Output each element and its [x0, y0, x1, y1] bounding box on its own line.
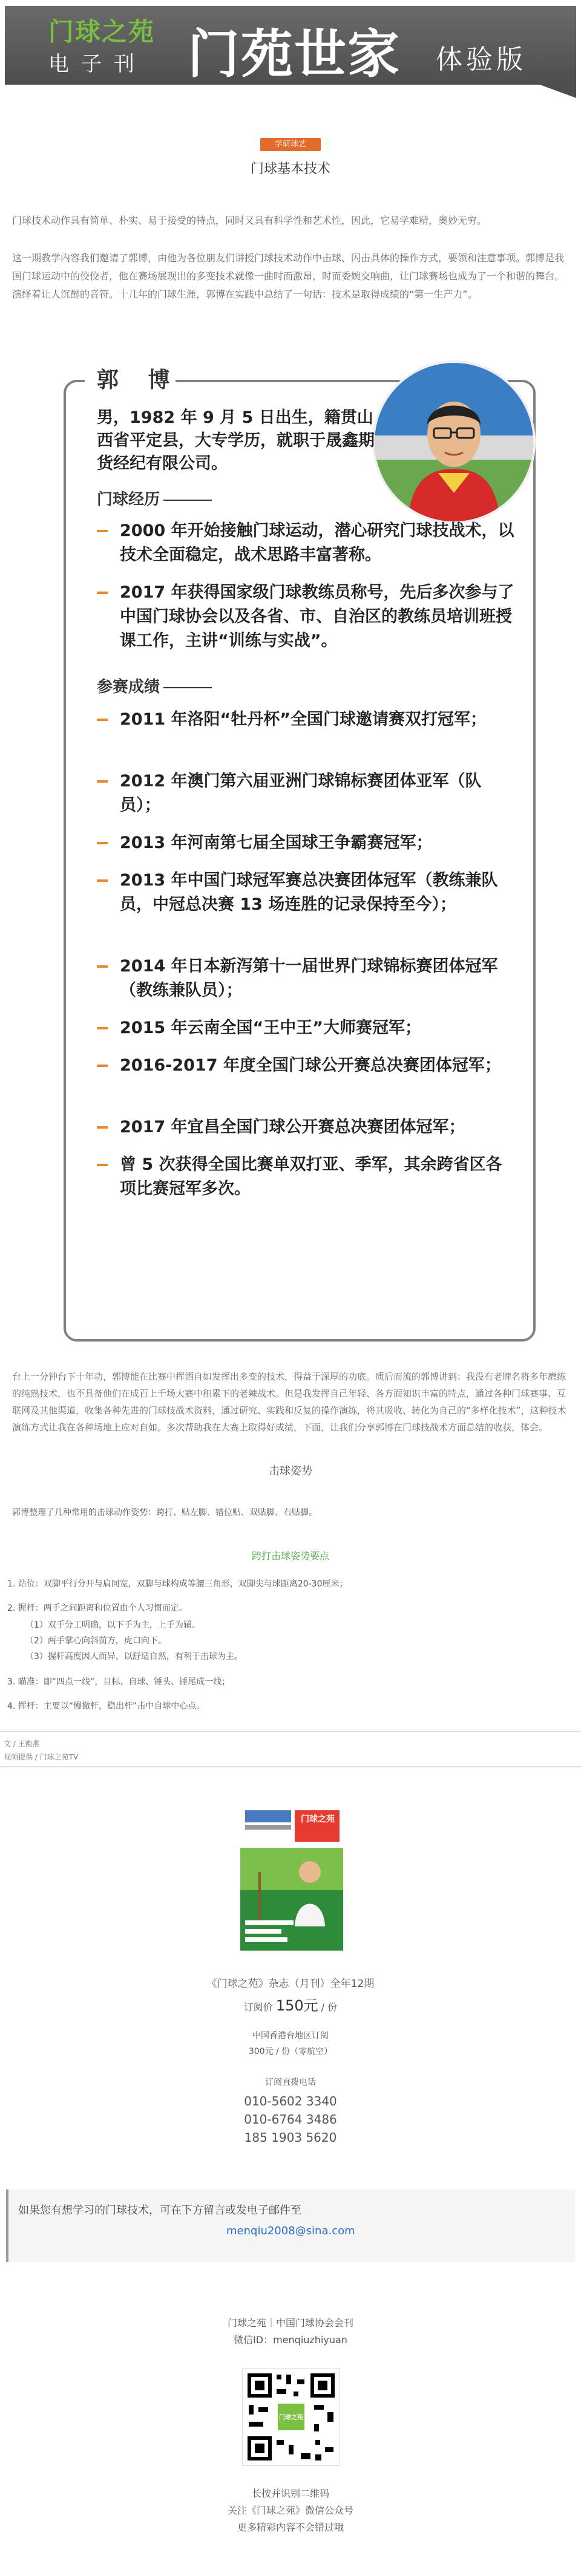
experience-heading [97, 487, 212, 509]
bullet-dash-icon [97, 1126, 108, 1129]
scan-hint-2: 关注《门球之苑》微信公众号 [227, 2505, 353, 2516]
edition-label: 体验版 [436, 44, 527, 75]
intro-paragraph-2: 这一期教学内容我们邀请了郭博，由他为各位朋友们讲授门球技术动作中击球、闪击具体的操作方式，要领和注意事项。郭博是我国门球运动中的佼佼者，他在赛场展现出的多变技术就像一曲时而激昂，时而委婉交响曲，让门球赛场也成为了一个和谐的舞台。演绎着让人沉醉的音符。十几年的门球生涯，郭博在实践中总结了一句话：技术是取得成绩的“第一生产力”。 [12, 252, 565, 300]
column-tag: 学研球艺 [260, 138, 321, 151]
experience-heading-label: 门球经历 [97, 491, 160, 509]
intro-paragraph-1: 门球技术动作具有简单、朴实、易于接受的特点，同时又具有科学性和艺术性，因此，它易学难精，奥妙无穷。 [12, 215, 487, 226]
results-heading [97, 674, 212, 697]
price-unit: / 份 [321, 2001, 338, 2013]
result-item [97, 1153, 514, 1201]
key-point: 2. 握杆：两手之间距离和位置由个人习惯而定。 [7, 1603, 188, 1613]
key-point-sub: （3）握杆高度因人而异，以舒适自然，有利于击球为主。 [25, 1652, 243, 1661]
key-points-heading: 跨打击球姿势要点 [251, 1550, 329, 1562]
key-point-sub: （1）双手分工明确，以下手为主，上手为辅。 [25, 1620, 200, 1630]
heading-rule [163, 687, 212, 688]
result-text: 2017 年宜昌全国门球公开赛总决赛团体冠军； [120, 1118, 465, 1136]
author-credit: 文 / 王衡燕 [4, 1740, 40, 1748]
footer-wechat-id: 微信ID：menqiuzhiyuan [234, 2334, 347, 2346]
result-text: 2016-2017 年度全国门球公开赛总决赛团体冠军； [120, 1056, 501, 1075]
person-photo-icon [375, 363, 533, 521]
hk-label: 中国香港台地区订阅 [252, 2031, 329, 2041]
heading-rule [163, 500, 212, 501]
section-divider [0, 1731, 581, 1732]
key-point: 1. 站位：双脚平行分开与肩同宽，双脚与球构成等腰三角形，双脚尖与球距离20-30厘米； [7, 1579, 348, 1589]
video-credit: 视频提供 / 门球之苑TV [4, 1753, 79, 1761]
stance-intro: 郭博整理了几种常用的击球动作姿势：跨打、贴左脚、错位贴、双贴脚、右贴脚。 [12, 1508, 317, 1518]
scan-hint-3: 更多精彩内容不会错过哦 [237, 2522, 344, 2533]
corner-decoration [540, 85, 576, 98]
scan-hint-1: 长按并识别二维码 [251, 2488, 329, 2499]
cover-logo: 门球之苑 [301, 1815, 335, 1824]
result-item [97, 1115, 514, 1140]
price-line [0, 1994, 581, 2015]
contact-box [6, 2190, 575, 2262]
phone-number[interactable]: 010-5602 3340 [244, 2094, 337, 2108]
phone-label: 订阅直拨电话 [265, 2078, 316, 2087]
bullet-dash-icon [97, 1164, 108, 1166]
experience-text: 2017 年获得国家级门球教练员称号，先后多次参与了中国门球协会以及各省、市、自治区的教练员培训班授课工作，主讲“训练与实战”。 [120, 583, 514, 650]
contact-email-link[interactable]: menqiu2008@sina.com [226, 2225, 355, 2237]
result-text: 2012 年澳门第六届亚洲门球锦标赛团体亚军（队员）； [120, 772, 482, 815]
result-item [97, 1054, 514, 1078]
section-divider [0, 1766, 581, 1767]
magazine-cover[interactable] [240, 1805, 343, 1951]
profile-name: 郭 博 [97, 368, 181, 393]
contact-text: 如果您有想学习的门球技术，可在下方留言或发电子邮件至 [18, 2204, 301, 2217]
qr-center-logo: 门球之苑 [279, 2415, 303, 2421]
header [0, 0, 581, 91]
magazine-title: 门苑世家 [188, 24, 401, 85]
bullet-dash-icon [97, 530, 108, 532]
results-heading-label: 参赛成绩 [97, 678, 160, 696]
bullet-dash-icon [97, 1027, 108, 1029]
bullet-dash-icon [97, 592, 108, 594]
result-item [97, 769, 514, 818]
key-point-sub: （2）两手掌心向斜前方，虎口向下。 [25, 1636, 166, 1646]
price-label: 订阅价 [243, 2001, 273, 2013]
experience-item [97, 519, 514, 567]
article-title: 门球基本技术 [250, 161, 330, 177]
profile-photo [372, 360, 536, 524]
bullet-dash-icon [97, 965, 108, 968]
bullet-dash-icon [97, 780, 108, 783]
result-item [97, 708, 514, 732]
key-point: 4. 挥杆：主要以“慢撤杆，稳出杆”击中自球中心点。 [7, 1701, 205, 1711]
phone-number[interactable]: 185 1903 5620 [244, 2130, 337, 2145]
bullet-dash-icon [97, 1065, 108, 1067]
brand-logo: 门球之苑 [48, 17, 156, 47]
stance-heading: 击球姿势 [269, 1465, 312, 1478]
bullet-dash-icon [97, 879, 108, 882]
phone-number[interactable]: 010-6764 3486 [244, 2112, 337, 2127]
experience-text: 2000 年开始接触门球运动，潜心研究门球技战术，以技术全面稳定，战术思路丰富著称。 [120, 521, 514, 564]
brand-subtitle: 电子刊 [48, 52, 146, 76]
result-text: 2013 年中国门球冠军赛总决赛团体冠军（教练兼队员，中冠总决赛 13 场连胜的记录保持至今）； [120, 871, 498, 914]
result-item [97, 831, 514, 855]
bullet-dash-icon [97, 842, 108, 844]
result-text: 2013 年河南第七届全国球王争霸赛冠军； [120, 833, 433, 852]
result-text: 曾 5 次获得全国比赛单双打亚、季军，其余跨省区各项比赛冠军多次。 [120, 1155, 502, 1198]
result-item [97, 869, 514, 917]
experience-item [97, 581, 514, 653]
result-text: 2011 年洛阳“牡丹杯”全国门球邀请赛双打冠军； [120, 710, 487, 729]
magazine-cover-icon [240, 1805, 343, 1951]
footer-org: 门球之苑｜中国门球协会会刊 [227, 2317, 353, 2329]
result-text: 2015 年云南全国“王中王”大师赛冠军； [120, 1019, 422, 1037]
result-item [97, 1016, 514, 1040]
key-point: 3. 瞄准：即“四点一线”，目标、自球、锤头、锤尾成一线； [7, 1677, 231, 1687]
qr-code[interactable] [242, 2368, 340, 2466]
body-paragraph: 台上一分钟台下十年功，郭博能在比赛中挥洒自如发挥出多变的技术，得益于深厚的功底。质后而流的郭博讲到：我没有老牌名将多年磨练的纯熟技术，也不具备他们在成百上千场大赛中积累下的老辣战术。但是我发挥自己年轻、各方面知识丰富的特点，通过各种门球赛事、互联网及其他渠道，收集各种先进的门球技战术资料，通过研究、实践和反复的操作演练，将其吸收、转化为自己的“多样化技术”，这种技术演练方式让我在各种场地上应对自如。多次帮助我在大赛上取得好成绩，下面，让我们分享郭博在门球技战术方面总结的收获，体会。 [12, 1371, 566, 1433]
result-item [97, 954, 514, 1003]
hk-price: 300元 / 份（零航空） [248, 2047, 333, 2056]
magazine-name-line: 《门球之苑》杂志（月刊）全年12期 [206, 1978, 375, 1990]
bullet-dash-icon [97, 719, 108, 721]
price-value: 150元 [275, 1997, 318, 2014]
profile-intro: 男，1982 年 9 月 5 日出生，籍贯山西省平定县，大专学历，就职于晟鑫期货经纪有限公司。 [97, 408, 375, 473]
result-text: 2014 年日本新泻第十一届世界门球锦标赛团体冠军（教练兼队员）； [120, 957, 498, 1000]
